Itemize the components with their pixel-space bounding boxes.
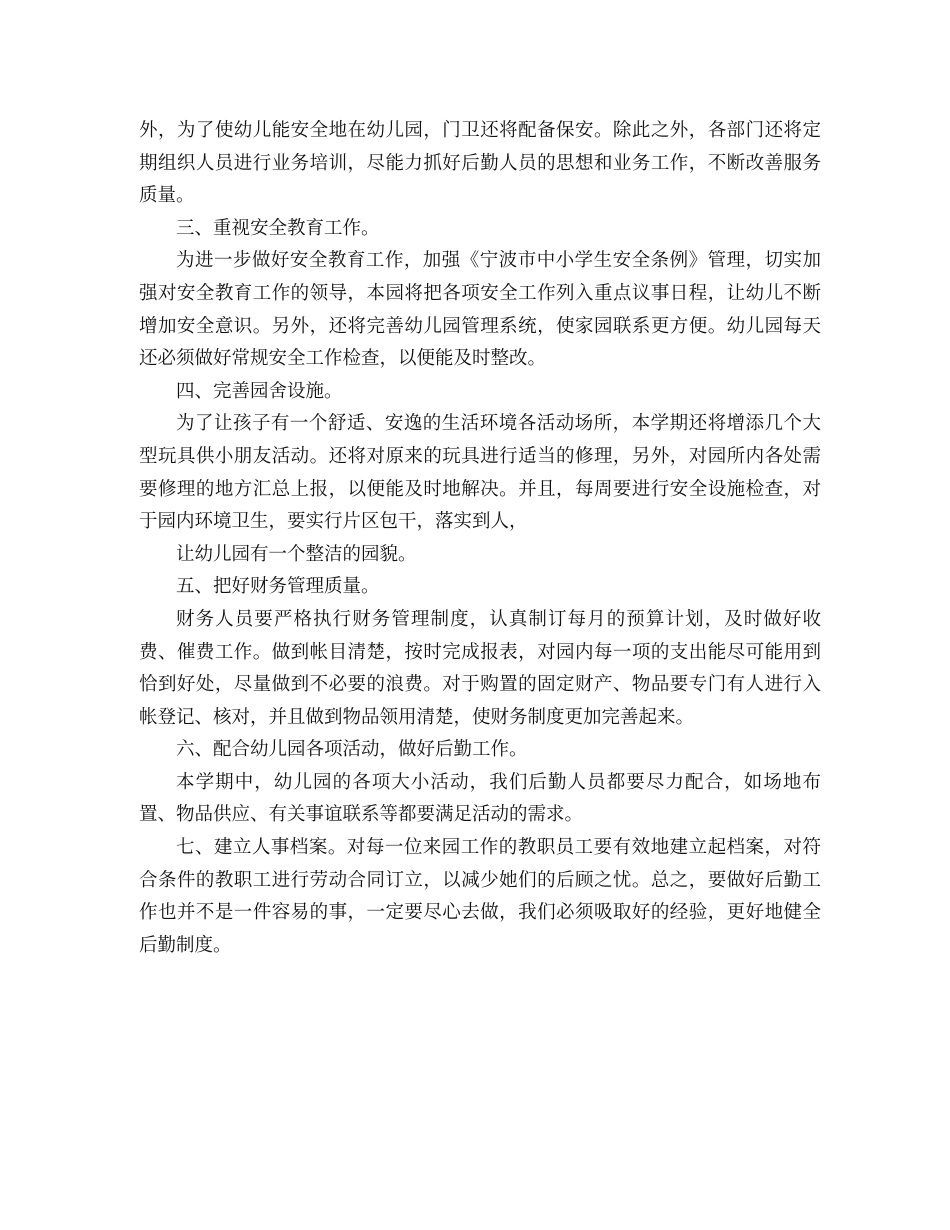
section-heading-6: 六、配合幼儿园各项活动，做好后勤工作。 (176, 739, 528, 761)
paragraph-facilities: 为了让孩子有一个舒适、安逸的生活环境各活动场所，本学期还将增添几个大型玩具供小朋友活动。还将对原来的玩具进行适当的修理，另外，对园所内各处需要修理的地方汇总上报，以便能及时地解决。并且，每周要进行安全设施检查，对于园内环境卫生，要实行片区包干，落实到人， (139, 413, 821, 533)
document-body (139, 115, 821, 962)
section-heading-4: 四、完善园舍设施。 (176, 380, 343, 402)
paragraph-finance: 财务人员要严格执行财务管理制度，认真制订每月的预算计划，及时做好收费、催费工作。做到帐目清楚，按时完成报表，对园内每一项的支出能尽可能用到恰到好处，尽量做到不必要的浪费。对于购置的固定财产、物品要专门有人进行入帐登记、核对，并且做到物品领用清楚，使财务制度更加完善起来。 (139, 608, 821, 728)
paragraph-personnel-records: 七、建立人事档案。对每一位来园工作的教职员工要有效地建立起档案，对符合条件的教职工进行劳动合同订立，以减少她们的后顾之忧。总之，要做好后勤工作也并不是一件容易的事，一定要尽心去做，我们必须吸取好的经验，更好地健全后勤制度。 (139, 837, 821, 956)
paragraph-continuation: 外，为了使幼儿能安全地在幼儿园，门卫还将配备保安。除此之外，各部门还将定期组织人员进行业务培训，尽能力抓好后勤人员的思想和业务工作，不断改善服务质量。 (139, 120, 821, 207)
paragraph-safety-education: 为进一步做好安全教育工作，加强《宁波市中小学生安全条例》管理，切实加强对安全教育工作的领导，本园将把各项安全工作列入重点议事日程，让幼儿不断增加安全意识。另外，还将完善幼儿园管理系统，使家园联系更方便。幼儿园每天还必须做好常规安全工作检查，以便能及时整改。 (139, 250, 821, 370)
section-heading-3: 三、重视安全教育工作。 (176, 217, 380, 239)
section-heading-5: 五、把好财务管理质量。 (176, 576, 380, 598)
paragraph-facilities-end: 让幼儿园有一个整洁的园貌。 (176, 543, 417, 565)
paragraph-activities: 本学期中，幼儿园的各项大小活动，我们后勤人员都要尽力配合，如场地布置、物品供应、有关事谊联系等都要满足活动的需求。 (139, 771, 821, 826)
